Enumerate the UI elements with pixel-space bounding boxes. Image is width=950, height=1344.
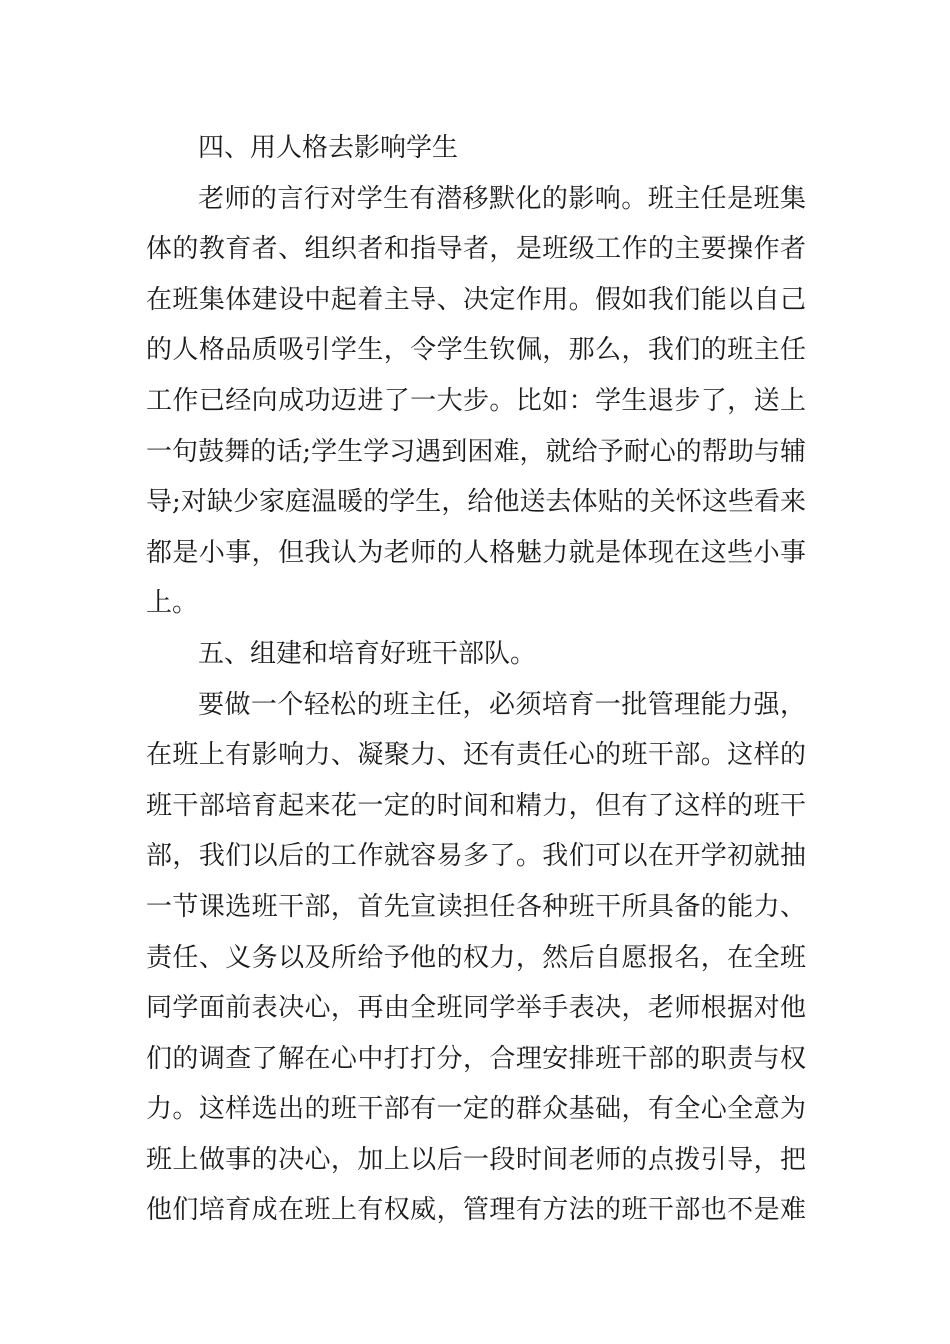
paragraph-line: 在班上有影响力、凝聚力、还有责任心的班干部。这样的 <box>146 740 806 771</box>
paragraph-line: 老师的言行对学生有潜移默化的影响。班主任是班集 <box>198 183 806 214</box>
paragraph-line: 的人格品质吸引学生，令学生钦佩，那么，我们的班主任 <box>146 335 806 366</box>
body-text <box>146 123 806 1236</box>
paragraph-line: 上。 <box>146 588 199 619</box>
paragraph-line: 都是小事，但我认为老师的人格魅力就是体现在这些小事 <box>146 537 806 568</box>
paragraph-line: 们的调查了解在心中打打分，合理安排班干部的职责与权 <box>146 1043 806 1074</box>
paragraph-line: 在班集体建设中起着主导、决定作用。假如我们能以自己 <box>146 284 806 315</box>
paragraph-line: 体的教育者、组织者和指导者，是班级工作的主要操作者 <box>146 234 806 265</box>
section-heading-4: 四、用人格去影响学生 <box>198 133 459 163</box>
paragraph-line: 一节课选班干部，首先宣读担任各种班干所具备的能力、 <box>146 891 806 922</box>
paragraph-line: 同学面前表决心，再由全班同学举手表决，老师根据对他 <box>146 993 806 1024</box>
paragraph-line: 力。这样选出的班干部有一定的群众基础，有全心全意为 <box>146 1094 806 1125</box>
paragraph-line: 要做一个轻松的班主任，必须培育一批管理能力强， <box>198 689 806 720</box>
paragraph-line: 一句鼓舞的话;学生学习遇到困难，就给予耐心的帮助与辅 <box>146 436 806 467</box>
paragraph-line: 导;对缺少家庭温暖的学生，给他送去体贴的关怀这些看来 <box>146 487 806 518</box>
section-heading-5: 五、组建和培育好班干部队。 <box>198 638 537 669</box>
paragraph-line: 他们培育成在班上有权威，管理有方法的班干部也不是难 <box>146 1195 806 1226</box>
paragraph-line: 工作已经向成功迈进了一大步。比如：学生退步了，送上 <box>146 385 806 416</box>
paragraph-line: 班上做事的决心，加上以后一段时间老师的点拨引导，把 <box>146 1144 806 1175</box>
paragraph-line: 责任、义务以及所给予他的权力，然后自愿报名，在全班 <box>146 942 806 973</box>
paragraph-line: 班干部培育起来花一定的时间和精力，但有了这样的班干 <box>146 790 806 821</box>
paragraph-line: 部，我们以后的工作就容易多了。我们可以在开学初就抽 <box>146 841 806 872</box>
